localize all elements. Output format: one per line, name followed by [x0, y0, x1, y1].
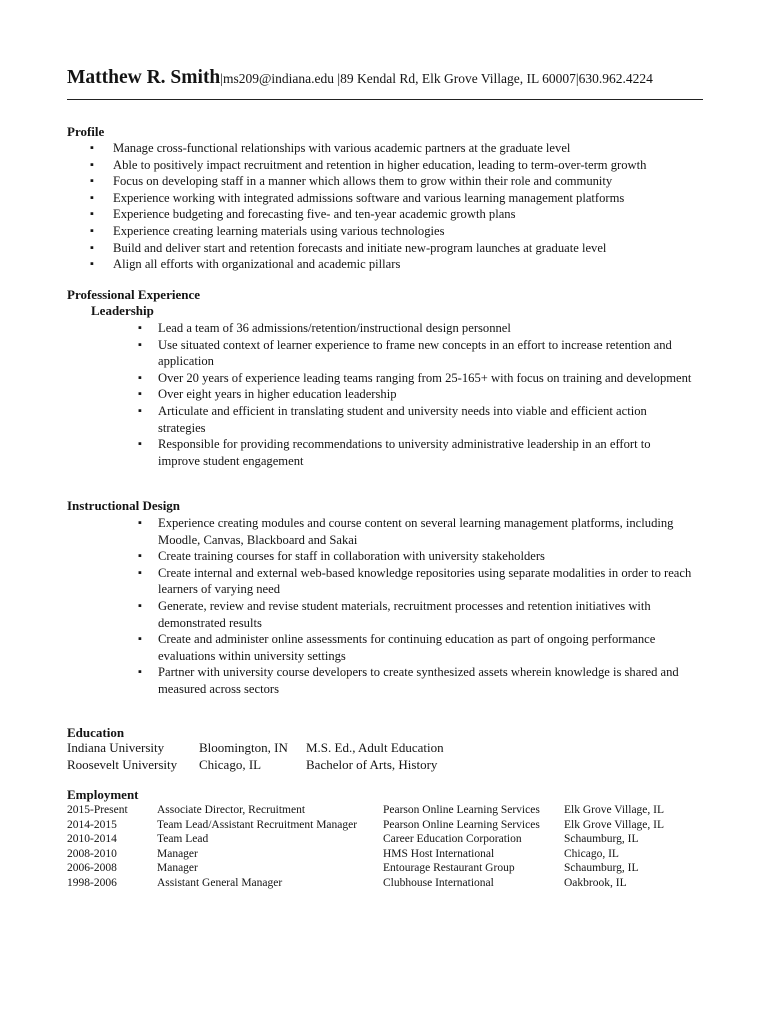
education-row — [67, 740, 444, 757]
profile-heading: Profile — [67, 124, 105, 139]
instructional-design-item: ▪ Partner with university course developers to create synthesized assets wherein knowledge is shared and measured across sectors — [136, 664, 692, 697]
employment-location: Elk Grove Village, IL — [564, 804, 665, 816]
instructional-design-item: ▪ Generate, review and revise student materials, recruitment processes and retention initiatives with demonstrated results — [136, 598, 692, 631]
header-divider — [67, 99, 703, 100]
education-location: Bloomington, IN — [199, 740, 288, 755]
leadership-item: ▪ Over 20 years of experience leading teams ranging from 25-165+ with focus on training and development — [136, 370, 692, 387]
employment-title: Assistant General Manager — [157, 876, 283, 889]
instructional-design-list — [136, 515, 692, 698]
education-table — [67, 740, 444, 774]
employment-dates: 2008-2010 — [67, 847, 117, 860]
employment-dates: 2014-2015 — [67, 818, 117, 831]
leadership-list — [136, 320, 692, 469]
employment-row — [67, 848, 664, 863]
employment-company: Entourage Restaurant Group — [383, 862, 515, 875]
education-row — [67, 757, 444, 774]
employment-dates: 2010-2014 — [67, 833, 117, 846]
employment-title: Team Lead/Assistant Recruitment Manager — [157, 818, 358, 831]
employment-location: Schaumburg, IL — [564, 862, 639, 875]
profile-item: ▪ Align all efforts with organizational and academic pillars — [91, 256, 691, 273]
employment-title: Team Lead — [157, 833, 209, 846]
employment-dates: 2006-2008 — [67, 862, 117, 875]
profile-item: ▪ Manage cross-functional relationships with various academic partners at the graduate level — [91, 140, 691, 157]
education-school: Indiana University — [67, 740, 165, 755]
instructional-design-item: ▪ Create internal and external web-based knowledge repositories using separate modalities in order to reach learners of varying need — [136, 565, 692, 598]
employment-location: Elk Grove Village, IL — [564, 818, 665, 831]
education-degree: Bachelor of Arts, History — [306, 757, 438, 772]
employment-company: Career Education Corporation — [383, 833, 522, 846]
experience-heading: Professional Experience — [67, 287, 200, 302]
education-location: Chicago, IL — [199, 757, 262, 772]
instructional-design-item: ▪ Create training courses for staff in collaboration with university stakeholders — [136, 548, 692, 565]
leadership-item: ▪ Use situated context of learner experience to frame new concepts in an effort to increase retention and application — [136, 337, 692, 370]
employment-dates: 2015-Present — [67, 804, 128, 816]
employment-company: Clubhouse International — [383, 876, 494, 889]
employment-table — [67, 804, 664, 892]
instructional-design-item: ▪ Experience creating modules and course content on several learning management platforms, including Moodle, Canvas, Blackboard and Sakai — [136, 515, 692, 548]
profile-item: ▪ Focus on developing staff in a manner which allows them to grow within their role and community — [91, 173, 691, 190]
leadership-heading: Leadership — [91, 303, 154, 318]
employment-company: Pearson Online Learning Services — [383, 818, 540, 831]
employment-location: Schaumburg, IL — [564, 833, 639, 846]
profile-item: ▪ Able to positively impact recruitment and retention in higher education, leading to term-over-term growth — [91, 157, 691, 174]
education-heading: Education — [67, 725, 125, 740]
leadership-item: ▪ Lead a team of 36 admissions/retention/instructional design personnel — [136, 320, 692, 337]
employment-title: Associate Director, Recruitment — [157, 804, 306, 816]
contact-info: |ms209@indiana.edu |89 Kendal Rd, Elk Grove Village, IL 60007|630.962.4224 — [220, 71, 653, 86]
employment-title: Manager — [157, 847, 198, 860]
employment-heading: Employment — [67, 787, 139, 802]
employment-location: Chicago, IL — [564, 847, 619, 860]
education-school: Roosevelt University — [67, 757, 178, 772]
leadership-item: ▪ Responsible for providing recommendations to university administrative leadership in an effort to improve student engagement — [136, 436, 692, 469]
leadership-item: ▪ Over eight years in higher education leadership — [136, 386, 692, 403]
employment-location: Oakbrook, IL — [564, 876, 627, 889]
instructional-design-item: ▪ Create and administer online assessments for continuing education as part of ongoing performance evaluations within university settings — [136, 631, 692, 664]
employment-company: Pearson Online Learning Services — [383, 804, 540, 816]
employment-row — [67, 862, 664, 877]
profile-item: ▪ Build and deliver start and retention forecasts and initiate new-program launches at graduate level — [91, 240, 691, 257]
profile-list — [91, 140, 691, 273]
employment-company: HMS Host International — [383, 847, 495, 860]
education-degree: M.S. Ed., Adult Education — [306, 740, 444, 755]
instructional-design-heading: Instructional Design — [67, 498, 181, 513]
employment-row — [67, 877, 664, 892]
employment-row — [67, 804, 664, 819]
employment-title: Manager — [157, 862, 198, 875]
employment-dates: 1998-2006 — [67, 876, 117, 889]
employment-row — [67, 833, 664, 848]
candidate-name: Matthew R. Smith — [67, 67, 221, 88]
profile-item: ▪ Experience creating learning materials using various technologies — [91, 223, 691, 240]
profile-item: ▪ Experience budgeting and forecasting five- and ten-year academic growth plans — [91, 206, 691, 223]
resume-header — [67, 67, 703, 89]
employment-row — [67, 819, 664, 834]
profile-item: ▪ Experience working with integrated admissions software and various learning management platforms — [91, 190, 691, 207]
leadership-item: ▪ Articulate and efficient in translating student and university needs into viable and efficient action strategies — [136, 403, 692, 436]
